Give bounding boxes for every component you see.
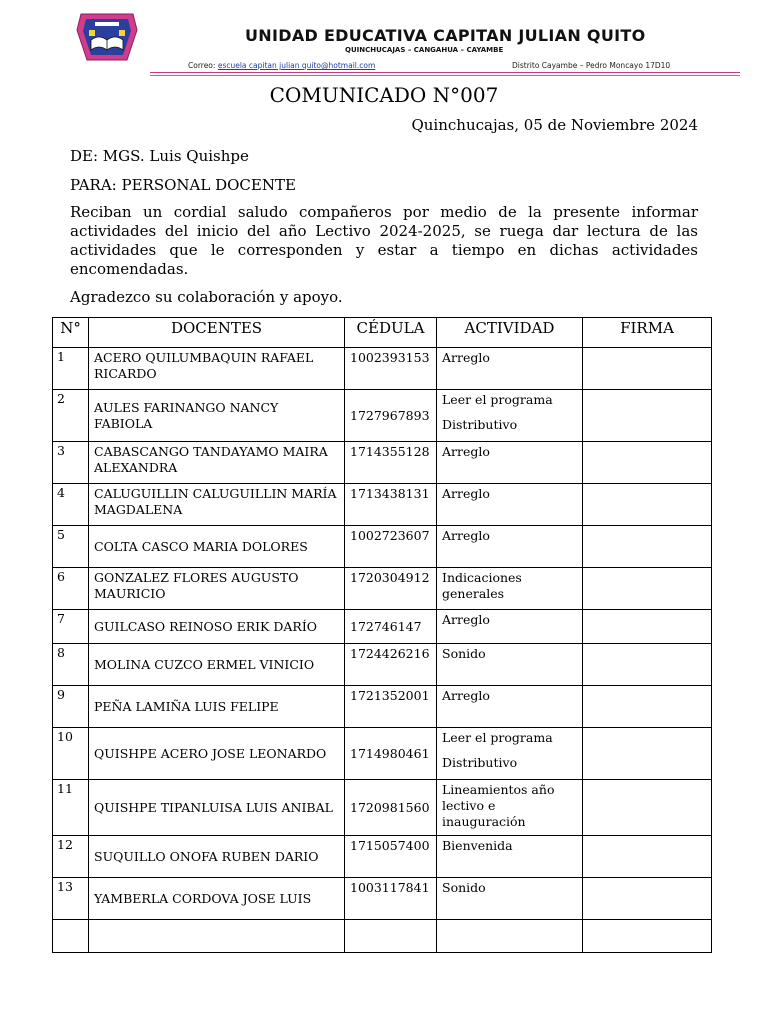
signature-cell xyxy=(583,920,712,953)
teacher-activity: Lineamientos año lectivo e inauguración xyxy=(437,780,583,836)
teacher-name: GUILCASO REINOSO ERIK DARÍO xyxy=(89,610,345,644)
row-number: 5 xyxy=(53,526,89,568)
teacher-id: 1714355128 xyxy=(345,442,437,484)
teacher-activity: Indicaciones generales xyxy=(437,568,583,610)
teacher-id xyxy=(345,920,437,953)
table-header-row xyxy=(53,318,712,348)
signature-cell xyxy=(583,644,712,686)
teacher-activity: Sonido xyxy=(437,644,583,686)
teacher-activity: Arreglo xyxy=(437,610,583,644)
signature-cell xyxy=(583,390,712,442)
teacher-activity: Arreglo xyxy=(437,348,583,390)
teacher-name: SUQUILLO ONOFA RUBEN DARIO xyxy=(89,836,345,878)
teacher-name: CALUGUILLIN CALUGUILLIN MARÍA MAGDALENA xyxy=(89,484,345,526)
staff-activity-table xyxy=(52,317,712,953)
closing-line: Agradezco su colaboración y apoyo. xyxy=(70,288,343,306)
teacher-name: AULES FARINANGO NANCY FABIOLA xyxy=(89,390,345,442)
header-number: N° xyxy=(53,318,89,348)
table-row xyxy=(53,390,712,442)
teacher-activity: Bienvenida xyxy=(437,836,583,878)
contact-email-line xyxy=(188,61,375,70)
signature-cell xyxy=(583,780,712,836)
row-number: 7 xyxy=(53,610,89,644)
teacher-activity xyxy=(437,390,583,442)
document-date: Quinchucajas, 05 de Noviembre 2024 xyxy=(411,116,698,134)
row-number: 3 xyxy=(53,442,89,484)
table-row xyxy=(53,442,712,484)
signature-cell xyxy=(583,348,712,390)
teacher-activity: Arreglo xyxy=(437,484,583,526)
teacher-id: 1727967893 xyxy=(345,390,437,442)
activity-line: Leer el programa xyxy=(442,392,553,407)
activity-line-2: Distributivo xyxy=(442,417,518,432)
table-row xyxy=(53,836,712,878)
teacher-activity: Sonido xyxy=(437,878,583,920)
school-name: UNIDAD EDUCATIVA CAPITAN JULIAN QUITO xyxy=(245,26,646,45)
teacher-activity xyxy=(437,920,583,953)
school-crest-icon xyxy=(75,10,139,64)
school-location: QUINCHUCAJAS – CANGAHUA – CAYAMBE xyxy=(345,46,504,54)
body-paragraph: Reciban un cordial saludo compañeros por medio de la presente informar actividades del inicio del año Lectivo 2024-2025, se ruega dar lectura de las actividades que le corresponden y estar a tiempo en dichas actividades encomendadas. xyxy=(70,203,698,278)
row-number: 1 xyxy=(53,348,89,390)
row-number: 9 xyxy=(53,686,89,728)
recipient-line: PARA: PERSONAL DOCENTE xyxy=(70,176,296,194)
teacher-id: 1720981560 xyxy=(345,780,437,836)
table-row xyxy=(53,484,712,526)
signature-cell xyxy=(583,836,712,878)
table-row xyxy=(53,526,712,568)
header-activity: ACTIVIDAD xyxy=(437,318,583,348)
signature-cell xyxy=(583,526,712,568)
table-row xyxy=(53,348,712,390)
row-number: 13 xyxy=(53,878,89,920)
table-row xyxy=(53,878,712,920)
teacher-id: 1714980461 xyxy=(345,728,437,780)
signature-cell xyxy=(583,686,712,728)
header-teachers: DOCENTES xyxy=(89,318,345,348)
teacher-name: PEÑA LAMIÑA LUIS FELIPE xyxy=(89,686,345,728)
teacher-activity: Arreglo xyxy=(437,442,583,484)
row-number: 8 xyxy=(53,644,89,686)
row-number: 11 xyxy=(53,780,89,836)
teacher-id: 1002723607 xyxy=(345,526,437,568)
signature-cell xyxy=(583,442,712,484)
teacher-activity xyxy=(437,728,583,780)
teacher-name: MOLINA CUZCO ERMEL VINICIO xyxy=(89,644,345,686)
teacher-name: ACERO QUILUMBAQUIN RAFAEL RICARDO xyxy=(89,348,345,390)
teacher-name: QUISHPE TIPANLUISA LUIS ANIBAL xyxy=(89,780,345,836)
teacher-name: YAMBERLA CORDOVA JOSE LUIS xyxy=(89,878,345,920)
header-signature: FIRMA xyxy=(583,318,712,348)
teacher-id: 1720304912 xyxy=(345,568,437,610)
table-row xyxy=(53,686,712,728)
email-link[interactable]: escuela capitan julian quito@hotmail.com xyxy=(217,61,376,70)
teacher-name: GONZALEZ FLORES AUGUSTO MAURICIO xyxy=(89,568,345,610)
teacher-id: 172746147 xyxy=(345,610,437,644)
table-row xyxy=(53,644,712,686)
table-row xyxy=(53,568,712,610)
teacher-activity: Arreglo xyxy=(437,686,583,728)
row-number: 6 xyxy=(53,568,89,610)
header-rule-bottom xyxy=(150,75,740,76)
row-number: 4 xyxy=(53,484,89,526)
signature-cell xyxy=(583,484,712,526)
teacher-name: QUISHPE ACERO JOSE LEONARDO xyxy=(89,728,345,780)
row-number: 10 xyxy=(53,728,89,780)
activity-line-2: Distributivo xyxy=(442,755,518,770)
letterhead xyxy=(0,0,768,80)
signature-cell xyxy=(583,728,712,780)
teacher-name: COLTA CASCO MARIA DOLORES xyxy=(89,526,345,568)
district-info: Distrito Cayambe – Pedro Moncayo 17D10 xyxy=(512,61,671,70)
signature-cell xyxy=(583,878,712,920)
row-number: 2 xyxy=(53,390,89,442)
row-number: 12 xyxy=(53,836,89,878)
teacher-activity: Arreglo xyxy=(437,526,583,568)
teacher-id: 1003117841 xyxy=(345,878,437,920)
signature-cell xyxy=(583,568,712,610)
teacher-id: 1721352001 xyxy=(345,686,437,728)
sender-line: DE: MGS. Luis Quishpe xyxy=(70,147,249,165)
header-rule-top xyxy=(150,72,740,73)
email-label: Correo: xyxy=(188,61,216,70)
table-row xyxy=(53,780,712,836)
header-id-number: CÉDULA xyxy=(345,318,437,348)
table-row xyxy=(53,920,712,953)
table-row xyxy=(53,610,712,644)
teacher-id: 1002393153 xyxy=(345,348,437,390)
teacher-name xyxy=(89,920,345,953)
teacher-name: CABASCANGO TANDAYAMO MAIRA ALEXANDRA xyxy=(89,442,345,484)
document-title: COMUNICADO N°007 xyxy=(269,83,499,107)
teacher-id: 1715057400 xyxy=(345,836,437,878)
row-number xyxy=(53,920,89,953)
signature-cell xyxy=(583,610,712,644)
table-row xyxy=(53,728,712,780)
teacher-id: 1713438131 xyxy=(345,484,437,526)
activity-line: Leer el programa xyxy=(442,730,553,745)
teacher-id: 1724426216 xyxy=(345,644,437,686)
